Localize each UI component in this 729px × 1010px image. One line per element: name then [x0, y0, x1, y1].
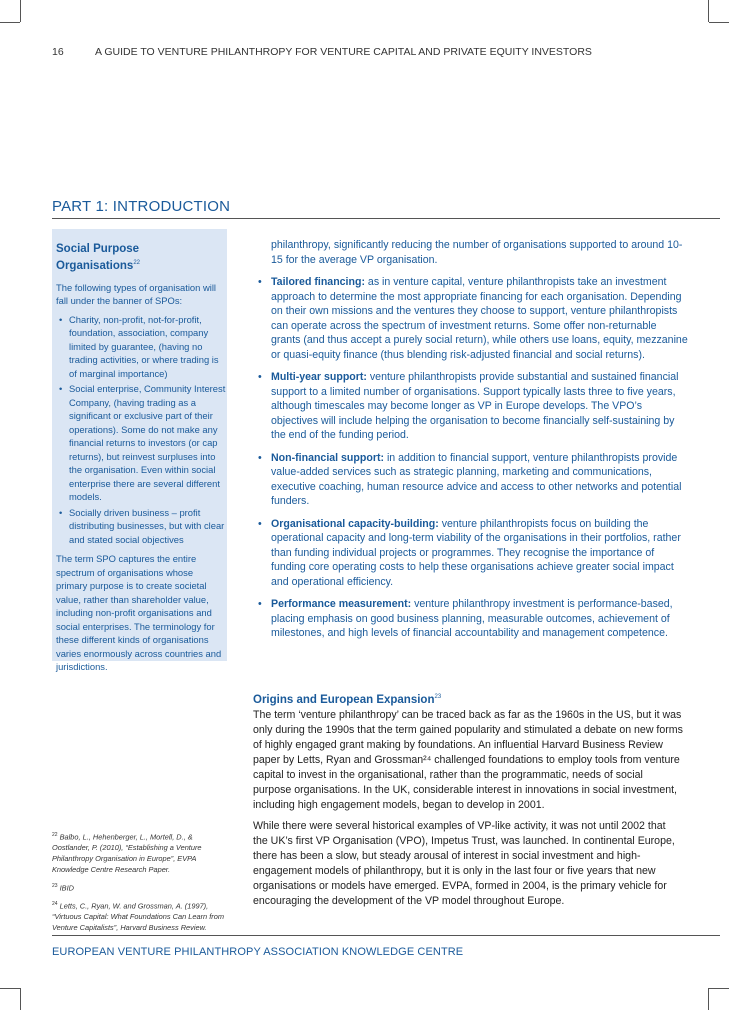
footnote-number: 22 — [52, 832, 58, 838]
origins-paragraph: The term ‘venture philanthropy’ can be traced back as far as the 1960s in the US, but it was only during the 1990s that the term gained popularity and stimulated a debate on new forms of highly engaged grant making by foundations. An influential Harvard Business Review paper by Letts, Ryan and Grossman²⁴ challenged foundations to employ tools from venture capital to invest in the organisational, rather than the programmatic, needs of social purpose organisations. In the UK, considerable interest in innovations in social investment, including high engagement models, began to develop in 2001. — [253, 708, 683, 811]
bullet-text: venture philanthropists focus on building the operational capacity and long-term viability of the organisations in their portfolios, rather than funding individual projects or programmes. They recognise the importance of funding core operating costs to help these organisations achieve greater social impact and operational efficiency. — [271, 517, 681, 588]
footer-text: EUROPEAN VENTURE PHILANTHROPY ASSOCIATION KNOWLEDGE CENTRE — [52, 946, 464, 958]
footnote-text: IBID — [59, 883, 74, 893]
footnote-ref[interactable]: 22 — [133, 259, 141, 266]
sidebar-list — [56, 313, 226, 547]
sidebar-content — [56, 243, 226, 679]
bullet-label: Organisational capacity-building: — [271, 517, 439, 530]
crop-mark — [709, 22, 729, 23]
bullet-label: Non-financial support: — [271, 451, 384, 464]
footnote-text: Letts, C., Ryan, W. and Grossman, A. (1997), “Virtuous Capital: What Foundations Can Learn from Venture Capitalists”, Harvard Business Review. — [52, 901, 224, 932]
running-title: A GUIDE TO VENTURE PHILANTHROPY FOR VENTURE CAPITAL AND PRIVATE EQUITY INVESTORS — [95, 46, 592, 58]
main-column — [256, 238, 688, 649]
footnote-text: Balbo, L., Hehenberger, L., Mortell, D., & Oostlander, P. (2010), “Establishing a Venture Philanthropy Organisation in Europe”, EVPA Knowledge Centre Research Paper. — [52, 832, 202, 874]
bullet-multi-year-support — [256, 370, 688, 443]
origins-heading — [253, 690, 683, 708]
list-item: • Charity, non-profit, not-for-profit, foundation, association, company limited by guarantee, (having no trading activities, or where trading is of marginal importance) — [56, 313, 226, 381]
sidebar-closing: The term SPO captures the entire spectrum of organisations whose primary purpose is to create societal value, rather than shareholder value, including non-profit organisations and social enterprises. The terminology for these different kinds of organisations varies enormously across countries and jurisdictions. — [56, 553, 222, 673]
footer-rule — [52, 935, 720, 936]
sidebar-heading — [56, 243, 226, 273]
origins-section — [253, 690, 683, 915]
footnote-ref[interactable]: 23 — [434, 694, 442, 700]
bullet-text: venture philanthropists provide substantial and sustained financial support to a limited number of organisations. Support typically lasts three to five years, although timescales may become longer as VP in Europe develops. The VPO’s objectives will include helping the organisation to become financially self-sustaining by the end of the funding period. — [271, 371, 679, 441]
bullet-non-financial-support — [256, 451, 688, 509]
bullet-capacity-building — [256, 517, 688, 590]
crop-mark — [20, 0, 21, 22]
sidebar-intro: The following types of organisation will fall under the banner of SPOs: — [56, 281, 216, 307]
footnote — [52, 899, 232, 934]
origins-paragraph: While there were several historical examples of VP-like activity, it was not until 2002 that the UK’s first VP Organisation (VPO), Impetus Trust, was launched. In continental Europe, there has been a slow, but steady arousal of interest in social investment and high-engagement models of philanthropy, but it is only in the last four or five years that new organisations or models have emerged. EVPA, formed in 2004, is the primary vehicle for encouraging the development of the VP model throughout Europe. — [253, 819, 675, 907]
continuation-paragraph: philanthropy, significantly reducing the number of organisations supported to around 10-15 for the average VP organisation. — [271, 239, 683, 266]
origins-heading-text: Origins and European Expansion — [253, 693, 435, 706]
footnote — [52, 830, 232, 876]
footnote — [52, 881, 232, 894]
crop-mark — [708, 0, 709, 22]
bullet-label: Performance measurement: — [271, 598, 412, 610]
list-item: • Social enterprise, Community Interest Company, (having trading as a significant or exclusive part of their operations). Some do not make any financial returns to investors (or cap returns), but reinvest surpluses into the organisation. Even within social enterprise there are several different models. — [56, 382, 226, 504]
sidebar-heading-text: Social Purpose Organisations — [56, 243, 140, 272]
bullet-tailored-financing — [256, 275, 688, 362]
bullet-label: Multi-year support: — [271, 371, 367, 383]
section-title: PART 1: INTRODUCTION — [52, 198, 231, 215]
footnotes — [52, 830, 232, 939]
footnote-number: 23 — [52, 882, 58, 889]
list-item: • Socially driven business – profit distributing businesses, but with clear and stated social objectives — [56, 506, 226, 547]
section-rule — [52, 218, 720, 219]
crop-mark — [0, 988, 20, 989]
crop-mark — [0, 22, 20, 23]
bullet-text: as in venture capital, venture philanthropists take an investment approach to determine the most appropriate financing for each organisation. Depending on their own missions and the ventures they choose to support, venture philanthropists can operate across the spectrum of investment returns. Some offer non-returnable grants (and thus accept a purely social return), while others use loans, equity, mezzanine or quasi-equity finance (thus blending risk-adjusted financial and social returns). — [271, 276, 688, 361]
bullet-text: venture philanthropy investment is performance-based, placing emphasis on good business planning, measurable outcomes, achievement of milestones, and high levels of financial accountability and management competence. — [271, 598, 673, 639]
bullet-performance-measurement — [256, 597, 688, 641]
crop-mark — [20, 988, 21, 1010]
footnote-number: 24 — [52, 900, 58, 907]
bullet-text: in addition to financial support, venture philanthropists provide value-added services such as strategic planning, marketing and communications, executive coaching, human resource advice and access to other networks and potential funders. — [271, 451, 682, 507]
crop-mark — [709, 988, 729, 989]
crop-mark — [708, 988, 709, 1010]
page-number: 16 — [52, 46, 64, 58]
bullet-label: Tailored financing: — [271, 276, 365, 288]
